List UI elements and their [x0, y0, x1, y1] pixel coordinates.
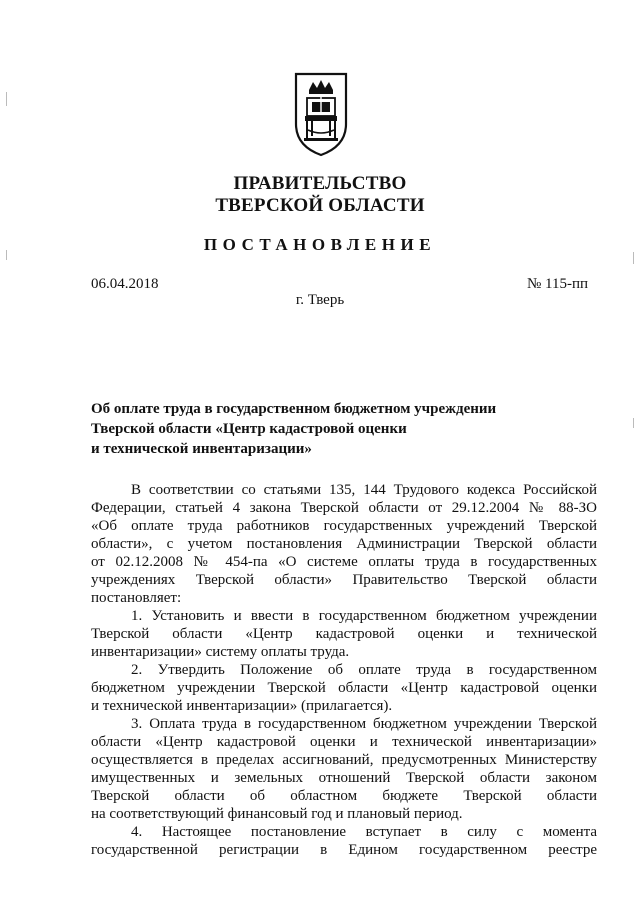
body-line: области», с учетом постановления Администрации Тверской области: [91, 536, 597, 552]
body-line: «Об оплате труда работников государственных учреждений Тверской: [91, 518, 597, 534]
body-line: 1. Установить и ввести в государственном бюджетном учреждении: [131, 608, 597, 624]
coat-of-arms-emblem: [292, 70, 350, 158]
header-line-1: ПРАВИТЕЛЬСТВО: [233, 173, 407, 194]
title-line: Тверской области «Центр кадастровой оценки: [91, 421, 407, 437]
document-city: г. Тверь: [295, 292, 345, 308]
title-line: Об оплате труда в государственном бюджетном учреждении: [91, 401, 497, 417]
body-line: государственной регистрации в Едином государственном реестре: [91, 842, 597, 858]
body-line: области «Центр кадастровой оценки и технической инвентаризации»: [91, 734, 597, 750]
scan-mark: [6, 92, 7, 106]
document-number: № 115-пп: [526, 276, 588, 292]
header-line-2: ТВЕРСКОЙ ОБЛАСТИ: [215, 195, 425, 216]
document-title: [91, 399, 561, 459]
body-line: учреждениях Тверской области» Правительство Тверской области: [91, 572, 597, 588]
body-line: и технической инвентаризации» (прилагается).: [91, 698, 393, 714]
body-line: В соответствии со статьями 135, 144 Трудового кодекса Российской: [131, 482, 597, 498]
body-line: осуществляется в пределах ассигнований, предусмотренных Министерству: [91, 752, 597, 768]
body-line: имущественных и земельных отношений Тверской области законом: [91, 770, 597, 786]
body-line: инвентаризации» систему оплаты труда.: [91, 644, 350, 660]
title-line: и технической инвентаризации»: [91, 441, 312, 457]
body-line: 3. Оплата труда в государственном бюджетном учреждении Тверской: [131, 716, 597, 732]
scan-mark: [6, 250, 7, 260]
body-line: 2. Утвердить Положение об оплате труда в государственном: [131, 662, 597, 678]
body-line: Федерации, статьей 4 закона Тверской области от 29.12.2004 № 88-ЗО: [91, 500, 597, 516]
scan-mark: [633, 252, 634, 264]
body-line: бюджетном учреждении Тверской области «Центр кадастровой оценки: [91, 680, 597, 696]
body-line: на соответствующий финансовый год и плановый период.: [91, 806, 463, 822]
scan-mark: [633, 418, 634, 428]
body-line: от 02.12.2008 № 454-па «О системе оплаты труда в государственных: [91, 554, 597, 570]
body-line: Тверской области «Центр кадастровой оценки и технической: [91, 626, 597, 642]
body-line: 4. Настоящее постановление вступает в силу с момента: [131, 824, 597, 840]
document-type: ПОСТАНОВЛЕНИЕ: [203, 235, 437, 254]
body-line: Тверской области об областном бюджете Тверской области: [91, 788, 597, 804]
body-line: постановляет:: [91, 590, 182, 606]
document-date: 06.04.2018: [91, 276, 159, 292]
